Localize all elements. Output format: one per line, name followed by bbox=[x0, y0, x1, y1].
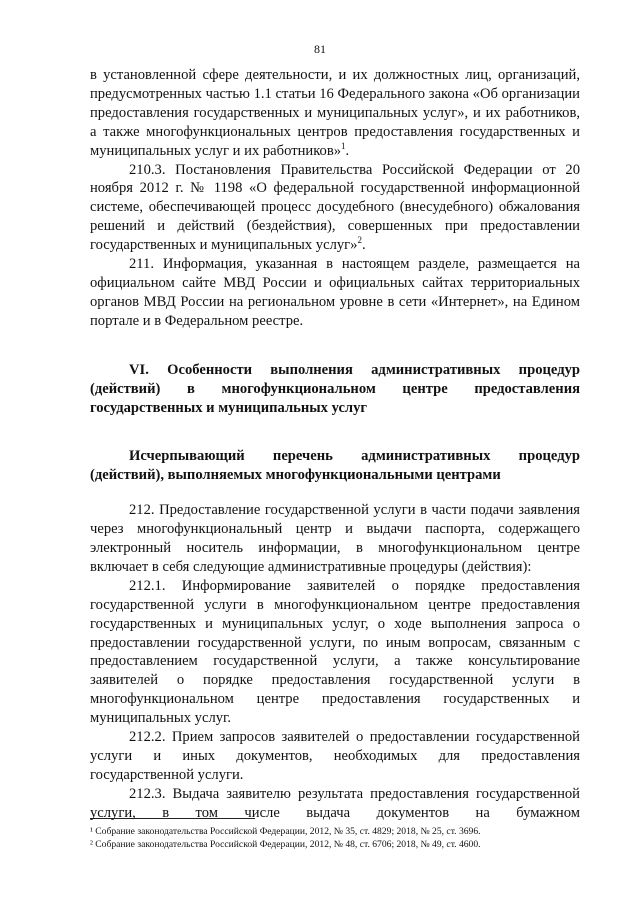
spacer bbox=[90, 417, 580, 447]
paragraph-212-1: 212.1. Информирование заявителей о порядке предоставления государственной услуги в многофункциональном центре предоставления государственных и муниципальных услуг, о ходе выполнения запроса о предоставлении государственной услуги, по иным вопросам, связанным с предоставлением государственной услуги, а также консультирование заявителей о порядке предоставления государственной услуги в многофункциональном центре предоставления государственных и муниципальных услуг. bbox=[90, 577, 580, 727]
footnote-divider bbox=[90, 818, 255, 819]
footnote-ref-1: 1 bbox=[341, 140, 346, 151]
spacer bbox=[90, 485, 580, 501]
paragraph-212: 212. Предоставление государственной услуги в части подачи заявления через многофункциональный центр и выдачи паспорта, содержащего электронный носитель информации, в многофункциональном центре включает в себя следующие административные процедуры (действия): bbox=[90, 502, 580, 575]
paragraph-212-3: 212.3. Выдача заявителю результата предоставления государственной услуги, в том числе выдача документов на бумажном bbox=[90, 785, 580, 821]
footnotes bbox=[90, 818, 580, 851]
paragraph-210-3: 210.3. Постановления Правительства Российской Федерации от 20 ноября 2012 г. № 1198 «О федеральной государственной информационной системе, обеспечивающей процесс досудебного (внесудебного) обжалования решений и действий (бездействия), совершенных при предоставлении государственных и муниципальных услуг»$^2$. bbox=[90, 161, 580, 254]
page-number: 81 bbox=[314, 42, 326, 56]
paragraph-212-2: 212.2. Прием запросов заявителей о предоставлении государственной услуги и иных документов, необходимых для предоставления государственной услуги. bbox=[90, 729, 580, 783]
section-heading-vi: VI. Особенности выполнения административных процедур (действий) в многофункциональном центре предоставления государственных и муниципальных услуг bbox=[90, 361, 580, 416]
footnote-1: ¹ Собрание законодательства Российской Федерации, 2012, № 35, ст. 4829; 2018, № 25, ст. 3696. bbox=[90, 826, 481, 837]
paragraph-continuation: в установленной сфере деятельности, и их должностных лиц, организаций, предусмотренных частью 1.1 статьи 16 Федерального закона «Об организации предоставления государственных и муниципальных услуг», и их работников, а также многофункциональных центров предоставления государственных и муниципальных услуг и их работников»$^1$. bbox=[90, 67, 580, 159]
subsection-heading: Исчерпывающий перечень административных процедур (действий), выполняемых многофункциональными центрами bbox=[90, 448, 580, 484]
document-body bbox=[90, 66, 580, 823]
footnote-2: ² Собрание законодательства Российской Федерации, 2012, № 48, ст. 6706; 2018, № 49, ст. 4600. bbox=[90, 839, 481, 850]
spacer bbox=[90, 331, 580, 361]
footnote-ref-2: 2 bbox=[357, 235, 362, 246]
paragraph-211: 211. Информация, указанная в настоящем разделе, размещается на официальном сайте МВД России и официальных сайтах территориальных органов МВД России на региональном уровне в сети «Интернет», на Едином портале и в Федеральном реестре. bbox=[90, 256, 580, 329]
